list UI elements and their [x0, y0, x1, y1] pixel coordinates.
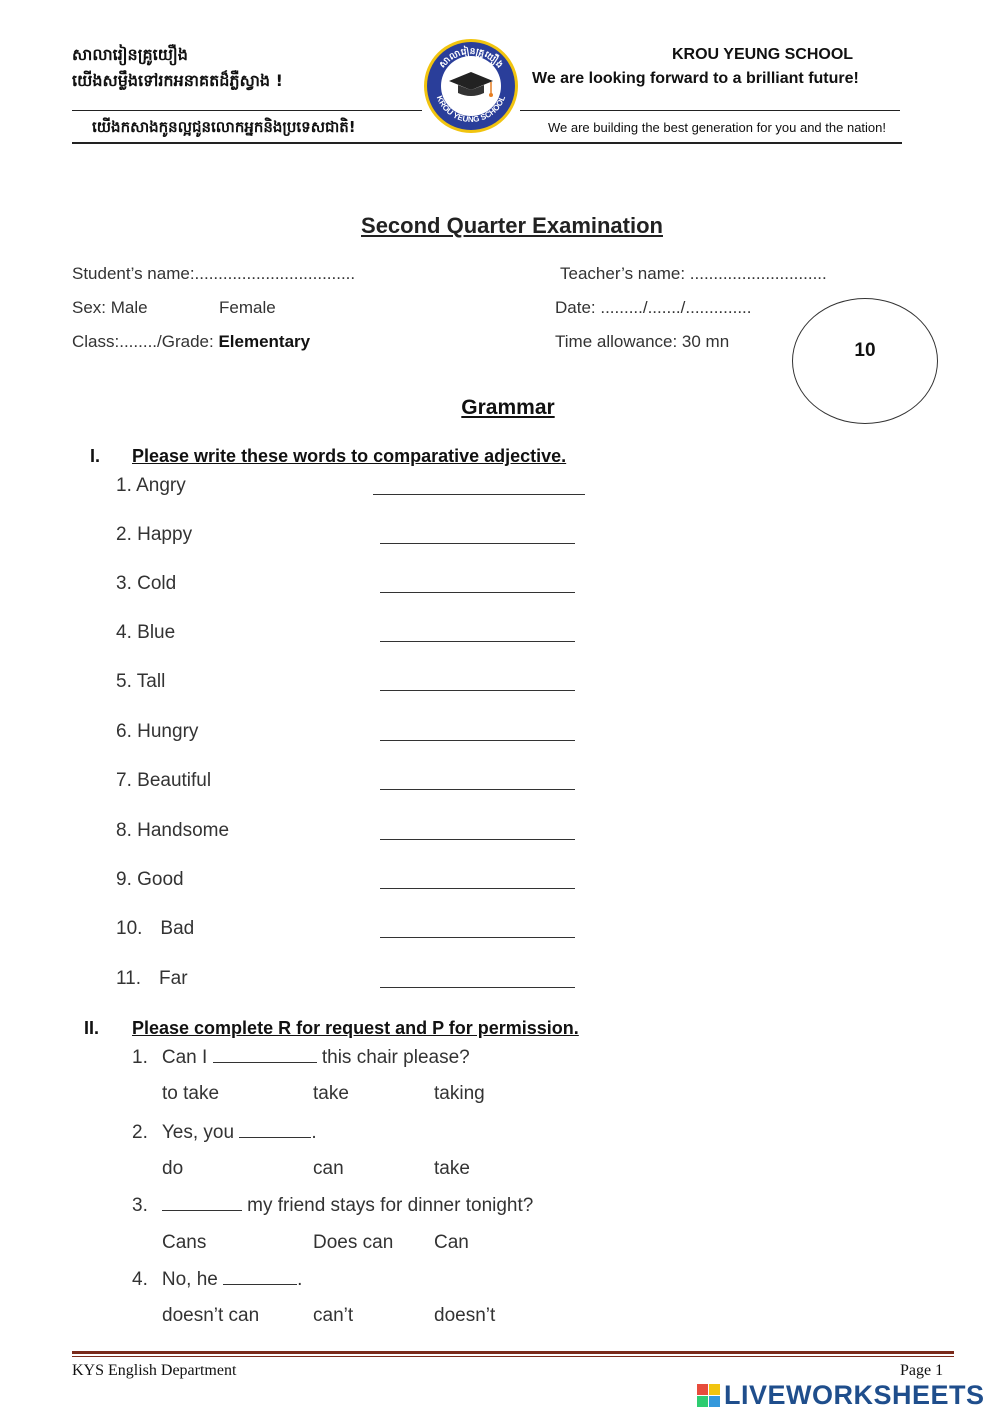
answer-blank[interactable]	[380, 987, 575, 988]
list-item: 3. Cold	[116, 573, 177, 594]
sex-female-option[interactable]: Female	[219, 298, 276, 317]
footer-page-number: Page 1	[900, 1362, 944, 1379]
answer-blank[interactable]	[162, 1194, 242, 1211]
answer-blank[interactable]	[380, 543, 575, 544]
date-field[interactable]: Date: ........./......./..............	[555, 298, 752, 317]
option-c[interactable]: doesn’t	[434, 1305, 496, 1326]
answer-blank[interactable]	[213, 1046, 317, 1063]
khmer-school-name: សាលារៀនគ្រូយឿង	[72, 45, 188, 64]
item-word: Bad	[160, 918, 195, 939]
logo-ring-text-bottom: KROU YEUNG SCHOOL	[434, 94, 508, 125]
list-item: 7. Beautiful	[116, 770, 212, 791]
class-field[interactable]: Class:......../Grade:	[72, 332, 219, 351]
option-c[interactable]: taking	[434, 1083, 485, 1104]
liveworksheets-logo-icon	[697, 1384, 720, 1407]
answer-blank[interactable]	[373, 494, 585, 495]
item-word: Hungry	[137, 721, 199, 742]
answer-blank[interactable]	[223, 1268, 297, 1285]
list-item: 10. Bad	[116, 918, 195, 939]
khmer-mission: យើងកសាងកូនល្អជូនលោកអ្នកនិងប្រទេសជាតិ!	[92, 118, 356, 136]
item-word: Good	[137, 869, 184, 890]
section2-instruction: Please complete R for request and P for permission.	[132, 1018, 579, 1038]
school-motto: We are looking forward to a brilliant future!	[532, 70, 859, 87]
list-item: 9. Good	[116, 869, 184, 890]
school-name: KROU YEUNG SCHOOL	[672, 46, 854, 63]
option-a[interactable]: to take	[162, 1083, 220, 1104]
option-b[interactable]: can	[313, 1158, 344, 1179]
school-mission: We are building the best generation for you and the nation!	[548, 120, 886, 135]
answer-blank[interactable]	[380, 888, 575, 889]
question-1: 1. Can I this chair please?	[132, 1047, 470, 1068]
footer-department: KYS English Department	[72, 1362, 237, 1379]
grammar-heading: Grammar	[461, 396, 555, 419]
list-item: 1. Angry	[116, 475, 186, 496]
logo-ring-text-top: សាលារៀនគ្រូយឿង	[437, 46, 505, 71]
option-a[interactable]: do	[162, 1158, 184, 1179]
item-word: Happy	[137, 524, 193, 545]
list-item: 4. Blue	[116, 622, 176, 643]
question-3: 3. my friend stays for dinner tonight?	[132, 1195, 534, 1216]
item-word: Far	[159, 968, 188, 989]
section1-numeral: I.	[90, 446, 101, 466]
answer-blank[interactable]	[239, 1121, 311, 1138]
option-b[interactable]: can’t	[313, 1305, 354, 1326]
header-rule-left-top	[72, 110, 422, 111]
item-word: Blue	[137, 622, 176, 643]
option-c[interactable]: take	[434, 1158, 470, 1179]
question-2: 2. Yes, you .	[132, 1122, 317, 1143]
section1-instruction: Please write these words to comparative adjective.	[132, 446, 567, 466]
answer-blank[interactable]	[380, 641, 575, 642]
khmer-motto: យើងសម្លឹងទៅរកអនាគតដ៏ភ្លឺស្វាង !	[72, 71, 283, 90]
header-rule-right-top	[520, 110, 900, 111]
option-b[interactable]: take	[313, 1083, 349, 1104]
score-value: 10	[854, 340, 876, 361]
item-word: Handsome	[137, 820, 230, 841]
answer-blank[interactable]	[380, 740, 575, 741]
list-item: 11. Far	[116, 968, 188, 989]
item-word: Beautiful	[137, 770, 212, 791]
item-word: Angry	[136, 475, 186, 496]
liveworksheets-wordmark: LIVEWORKSHEETS	[724, 1380, 985, 1410]
list-item: 8. Handsome	[116, 820, 230, 841]
time-allowance: Time allowance: 30 mn	[555, 332, 730, 351]
teacher-name-field[interactable]: Teacher’s name: .............................	[560, 264, 827, 283]
list-item: 2. Happy	[116, 524, 193, 545]
answer-blank[interactable]	[380, 789, 575, 790]
answer-blank[interactable]	[380, 937, 575, 938]
section2-numeral: II.	[84, 1018, 100, 1038]
exam-title: Second Quarter Examination	[361, 213, 663, 238]
footer-rule	[72, 1351, 954, 1354]
option-c[interactable]: Can	[434, 1232, 469, 1253]
list-item: 6. Hungry	[116, 721, 199, 742]
sex-male-option[interactable]: Sex: Male	[72, 298, 148, 317]
list-item: 5. Tall	[116, 671, 166, 692]
item-word: Cold	[137, 573, 177, 594]
student-name-field[interactable]: Student’s name:..................................	[72, 264, 356, 283]
option-a[interactable]: Cans	[162, 1232, 207, 1253]
question-4: 4. No, he .	[132, 1269, 303, 1290]
answer-blank[interactable]	[380, 839, 575, 840]
school-logo	[421, 36, 521, 136]
footer-rule-thin	[72, 1356, 954, 1357]
header-rule-bottom	[72, 142, 902, 144]
option-a[interactable]: doesn’t can	[162, 1305, 260, 1326]
option-b[interactable]: Does can	[313, 1232, 394, 1253]
answer-blank[interactable]	[380, 690, 575, 691]
grade-value: Elementary	[218, 332, 311, 351]
liveworksheets-brand[interactable]	[697, 1380, 985, 1411]
answer-blank[interactable]	[380, 592, 575, 593]
class-grade-line	[72, 332, 310, 352]
item-word: Tall	[136, 671, 166, 692]
